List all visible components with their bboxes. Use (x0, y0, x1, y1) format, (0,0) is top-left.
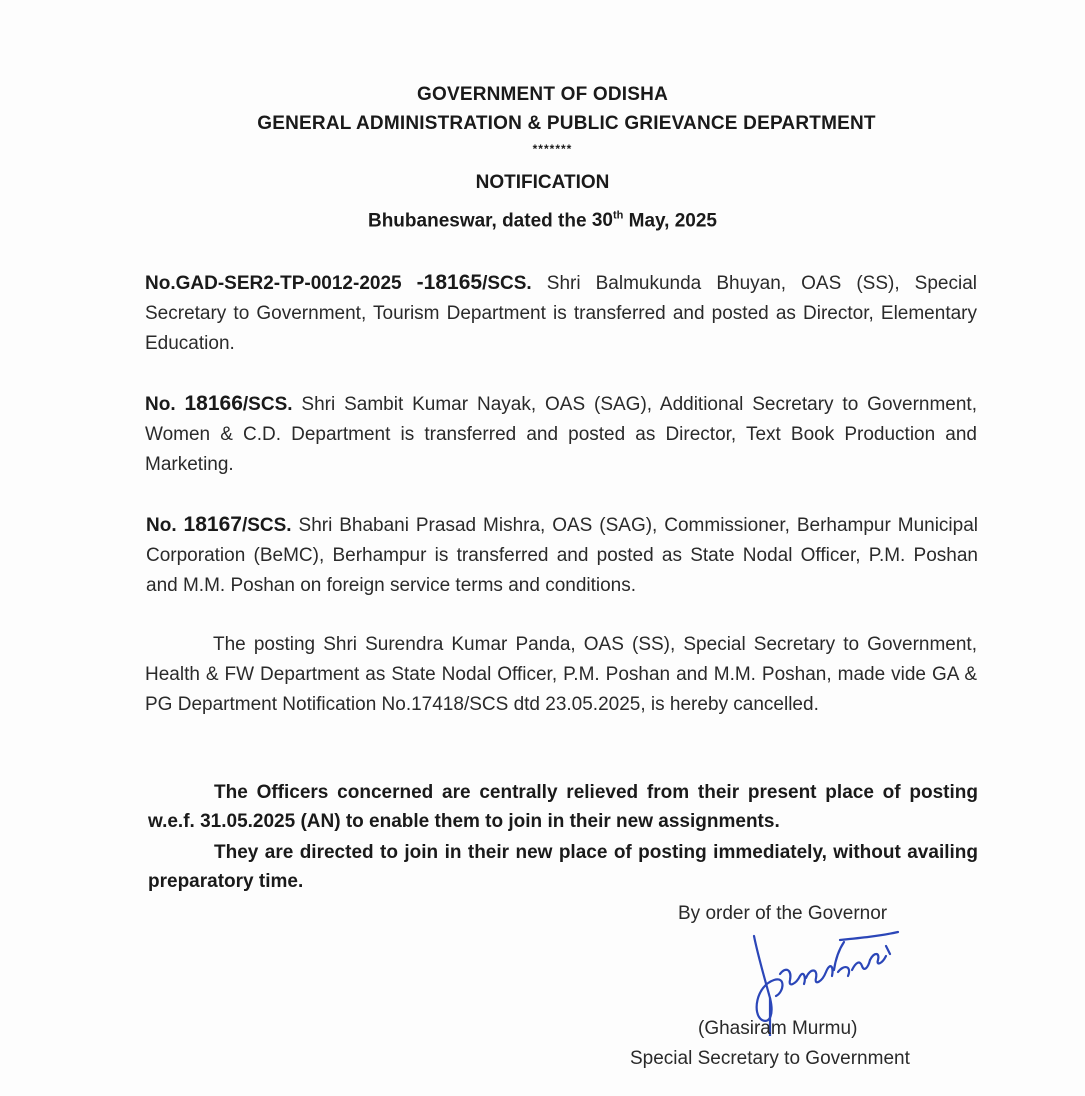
directed-paragraph: They are directed to join in their new place of posting immediately, without availing preparatory time. (148, 842, 978, 892)
by-order-line: By order of the Governor (678, 903, 888, 924)
signatory-designation: Special Secretary to Government (630, 1048, 910, 1069)
signatory-name: (Ghasiram Murmu) (698, 1018, 858, 1039)
notification-title: NOTIFICATION (475, 172, 610, 193)
order-number-3: No. 18167/SCS. (146, 513, 292, 536)
order-number-2: No. 18166/SCS. (145, 392, 293, 415)
dated-prefix: Bhubaneswar, dated the (367, 210, 587, 232)
separator-stars: ******* (532, 142, 573, 156)
dated-line (0, 210, 1085, 232)
order-text-2: Shri Sambit Kumar Nayak, OAS (SAG), Additional Secretary to Government, Women & C.D. Department is transferred and posted as Director, Text Book Production and Marketing. (145, 394, 977, 475)
government-heading: GOVERNMENT OF ODISHA (416, 84, 668, 105)
order-paragraph-3 (146, 510, 978, 601)
order-text-3: Shri Bhabani Prasad Mishra, OAS (SAG), Commissioner, Berhampur Municipal Corporation (BeMC), Berhampur is transferred and posted as State Nodal Officer, P.M. Poshan and M.M. Poshan on foreign service terms and conditions. (146, 515, 979, 596)
order-text-1: Shri Balmukunda Bhuyan, OAS (SS), Special Secretary to Government, Tourism Department is transferred and posted as Director, Elementary Education. (145, 273, 977, 354)
dated-month-year: May, 2025 (628, 210, 718, 232)
department-heading: GENERAL ADMINISTRATION & PUBLIC GRIEVANCE DEPARTMENT (257, 113, 876, 134)
order-paragraph-1 (145, 268, 977, 359)
relieved-paragraph: The Officers concerned are centrally relieved from their present place of posting w.e.f. 31.05.2025 (AN) to enable them to join in their new assignments. (148, 782, 978, 832)
order-number-1: No.GAD-SER2-TP-0012-2025 -18165/SCS. (145, 271, 532, 294)
order-paragraph-2 (145, 389, 977, 480)
dated-day: 30th (591, 210, 624, 232)
cancellation-paragraph: The posting Shri Surendra Kumar Panda, OAS (SS), Special Secretary to Government, Health & FW Department as State Nodal Officer, P.M. Poshan and M.M. Poshan, made vide GA & PG Department Notification No.17418/SCS dtd 23.05.2025, is hereby cancelled. (145, 634, 977, 715)
